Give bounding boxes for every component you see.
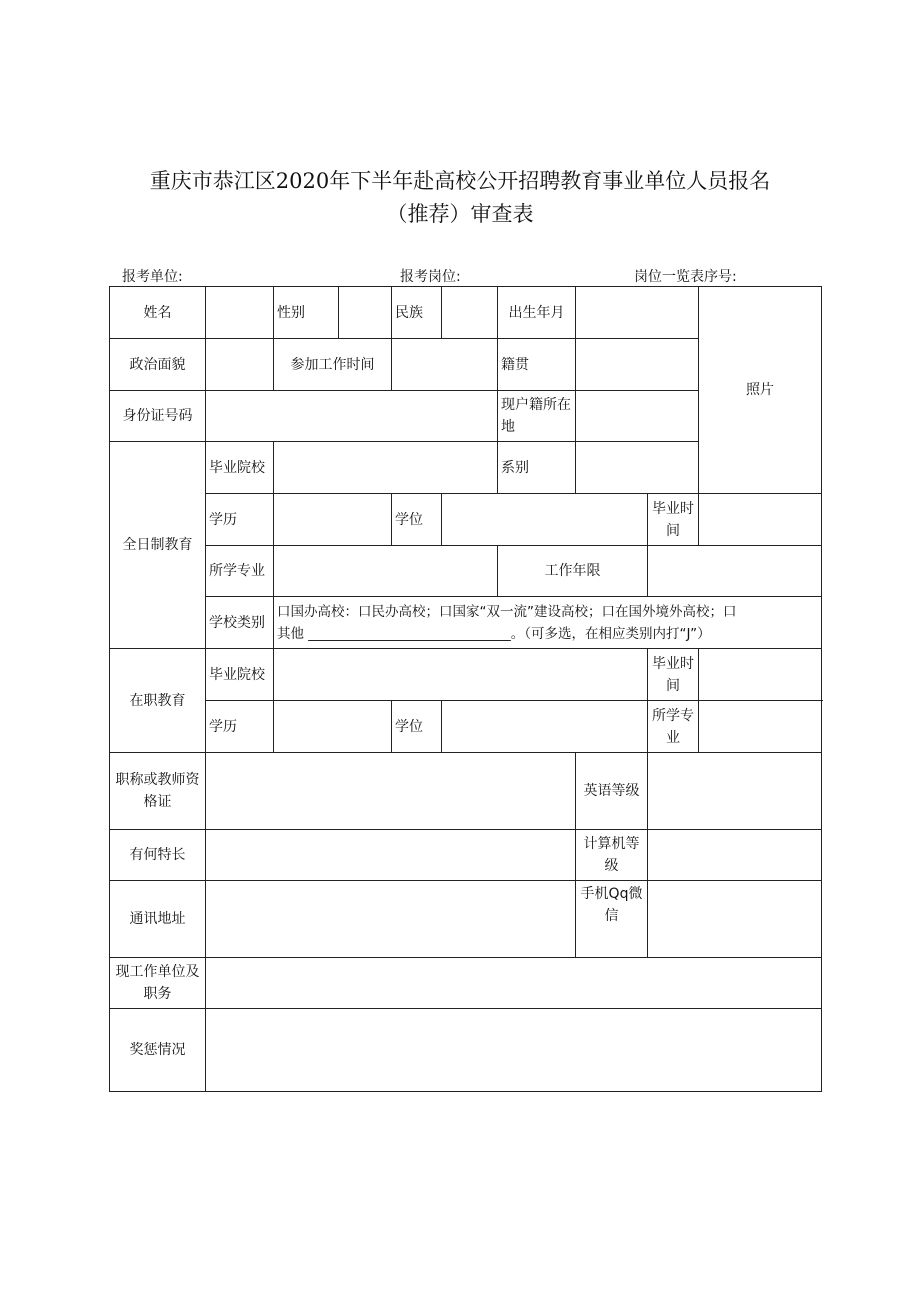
ft-education-field[interactable] — [274, 494, 392, 546]
apply-unit-label: 报考单位: — [122, 269, 183, 285]
specialty-field[interactable] — [206, 830, 576, 881]
ft-education-label: 学历 — [206, 494, 274, 546]
residence-field[interactable] — [576, 391, 699, 442]
ft-degree-field[interactable] — [442, 494, 648, 546]
is-degree-field[interactable] — [442, 701, 648, 753]
rewards-label: 奖惩情况 — [110, 1009, 206, 1092]
ft-school-type-label: 学校类别 — [206, 597, 274, 649]
ethnicity-label: 民族 — [392, 287, 442, 339]
post-serial-label: 岗位一览表序号: — [634, 269, 737, 285]
is-education-field[interactable] — [274, 701, 392, 753]
is-major-label: 所学专业 — [648, 701, 699, 753]
gender-label: 性别 — [274, 287, 339, 339]
is-school-field[interactable] — [274, 649, 648, 701]
photo-box[interactable] — [699, 287, 822, 494]
registration-form-table — [109, 286, 822, 1092]
ft-degree-label: 学位 — [392, 494, 442, 546]
id-number-field[interactable] — [206, 391, 498, 442]
native-label: 籍贯 — [498, 339, 576, 391]
birth-field[interactable] — [576, 287, 699, 339]
name-label: 姓名 — [110, 287, 206, 339]
is-education-label: 学历 — [206, 701, 274, 753]
ft-school-field[interactable] — [274, 442, 498, 494]
ft-major-field[interactable] — [274, 546, 498, 597]
ft-grad-time-label: 毕业时间 — [648, 494, 699, 546]
native-field[interactable] — [576, 339, 699, 391]
ft-major-label: 所学专业 — [206, 546, 274, 597]
work-start-field[interactable] — [392, 339, 498, 391]
birth-label: 出生年月 — [498, 287, 576, 339]
contact-field[interactable] — [648, 881, 822, 958]
work-start-label: 参加工作时间 — [274, 339, 392, 391]
fulltime-edu-label: 全日制教育 — [110, 442, 206, 649]
residence-label: 现户籍所在地 — [498, 391, 576, 442]
english-level-field[interactable] — [648, 753, 822, 830]
title-cert-field[interactable] — [206, 753, 576, 830]
is-school-label: 毕业院校 — [206, 649, 274, 701]
school-type-options-line1: 口国办高校：口民办高校；口国家“双一流”建设高校；口在国外境外高校；口 — [277, 603, 737, 620]
ft-work-years-label: 工作年限 — [498, 546, 648, 597]
form-title-line1: 重庆市恭江区2020年下半年赴高校公开招聘教育事业单位人员报名 — [149, 169, 771, 193]
apply-post-label: 报考岗位: — [400, 269, 461, 285]
english-level-label: 英语等级 — [576, 753, 648, 830]
ft-work-years-field[interactable] — [648, 546, 822, 597]
contact-label: 手机Qq微信 — [576, 881, 648, 958]
ft-department-field[interactable] — [576, 442, 699, 494]
address-label: 通讯地址 — [110, 881, 206, 958]
gender-field[interactable] — [339, 287, 392, 339]
computer-level-label: 计算机等级 — [576, 830, 648, 881]
address-field[interactable] — [206, 881, 576, 958]
id-number-label: 身份证号码 — [110, 391, 206, 442]
is-grad-time-field[interactable] — [699, 649, 822, 701]
is-grad-time-label: 毕业时间 — [648, 649, 699, 701]
inservice-edu-label: 在职教育 — [110, 649, 206, 753]
current-job-field[interactable] — [206, 958, 822, 1009]
ft-grad-time-field[interactable] — [699, 494, 822, 546]
ft-school-label: 毕业院校 — [206, 442, 274, 494]
school-type-options-line2: 其他 ______________________________。（可多选，在相应类别内打“J”） — [277, 625, 711, 642]
ethnicity-field[interactable] — [442, 287, 498, 339]
is-major-field[interactable] — [699, 701, 822, 753]
form-title-line2: （推荐）审查表 — [386, 202, 534, 226]
is-degree-label: 学位 — [392, 701, 442, 753]
computer-level-field[interactable] — [648, 830, 822, 881]
current-job-label: 现工作单位及职务 — [110, 958, 206, 1009]
political-field[interactable] — [206, 339, 274, 391]
political-label: 政治面貌 — [110, 339, 206, 391]
ft-department-label: 系别 — [498, 442, 576, 494]
name-field[interactable] — [206, 287, 274, 339]
rewards-field[interactable] — [206, 1009, 822, 1092]
ft-school-type-options[interactable] — [274, 597, 822, 649]
specialty-label: 有何特长 — [110, 830, 206, 881]
title-cert-label: 职称或教师资格证 — [110, 753, 206, 830]
photo-label: 照片 — [746, 382, 774, 398]
